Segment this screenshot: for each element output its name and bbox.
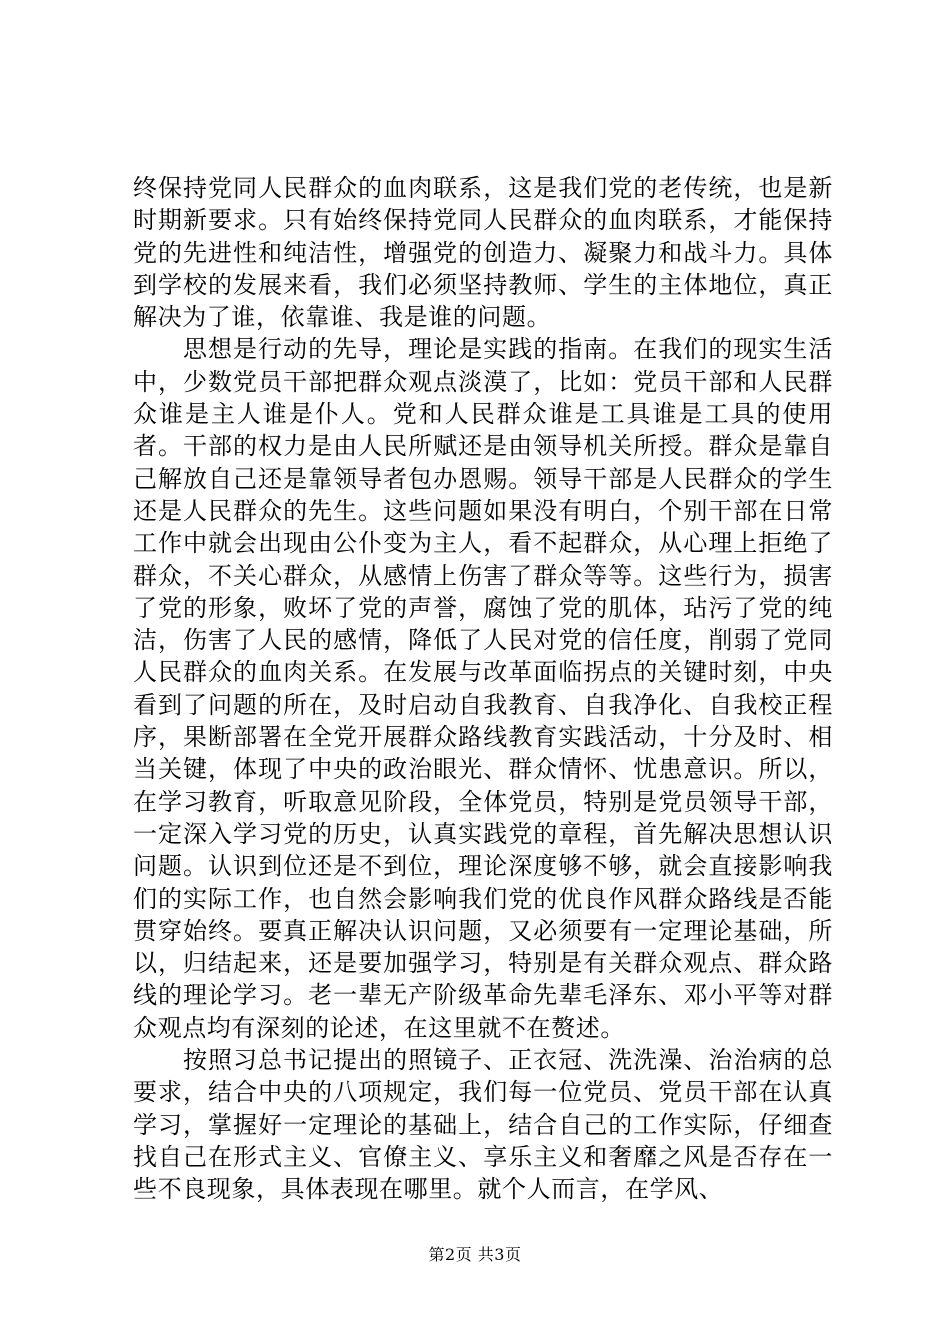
paragraph-thought-theory: 思想是行动的先导，理论是实践的指南。在我们的现实生活中，少数党员干部把群众观点淡漠了，比如：党员干部和人民群众谁是主人谁是仆人。党和人民群众谁是工具谁是工具的使用者。干部的权力是由人民所赋还是由领导机关所授。群众是靠自己解放自己还是靠领导者包办恩赐。领导干部是人民群众的学生还是人民群众的先生。这些问题如果没有明白，个别干部在日常工作中就会出现由公仆变为主人，看不起群众，从心理上拒绝了群众，不关心群众，从感情上伤害了群众等等。这些行为，损害了党的形象，败坏了党的声誉，腐蚀了党的肌体，玷污了党的纯洁，伤害了人民的感情，降低了人民对党的信任度，削弱了党同人民群众的血肉关系。在发展与改革面临拐点的关键时刻，中央看到了问题的所在，及时启动自我教育、自我净化、自我校正程序，果断部署在全党开展群众路线教育实践活动，十分及时、相当关键，体现了中央的政治眼光、群众情怀、忧患意识。所以，在学习教育，听取意见阶段，全体党员，特别是党员领导干部，一定深入学习党的历史，认真实践党的章程，首先解决思想认识问题。认识到位还是不到位，理论深度够不够，就会直接影响我们的实际工作，也自然会影响我们党的优良作风群众路线是否能贯穿始终。要真正解决认识问题，又必须要有一定理论基础，所以，归结起来，还是要加强学习，特别是有关群众观点、群众路线的理论学习。老一辈无产阶级革命先辈毛泽东、邓小平等对群众观点均有深刻的论述，在这里就不在赘述。 bbox=[133, 335, 833, 1042]
page-footer: 第2页 共3页 bbox=[428, 1245, 522, 1264]
paragraph-continuation: 终保持党同人民群众的血肉联系，这是我们党的老传统，也是新时期新要求。只有始终保持党同人民群众的血肉联系，才能保持党的先进性和纯洁性，增强党的创造力、凝聚力和战斗力。具体到学校的发展来看，我们必须坚持教师、学生的主体地位，真正解决为了谁，依靠谁、我是谁的问题。 bbox=[133, 174, 833, 332]
document-body bbox=[133, 172, 833, 1206]
paragraph-requirements: 按照习总书记提出的照镜子、正衣冠、洗洗澡、治治病的总要求，结合中央的八项规定，我们每一位党员、党员干部在认真学习，掌握好一定理论的基础上，结合自己的工作实际，仔细查找自己在形式主义、官僚主义、享乐主义和奢靡之风是否存在一些不良现象，具体表现在哪里。就个人而言，在学风、 bbox=[133, 1046, 833, 1204]
